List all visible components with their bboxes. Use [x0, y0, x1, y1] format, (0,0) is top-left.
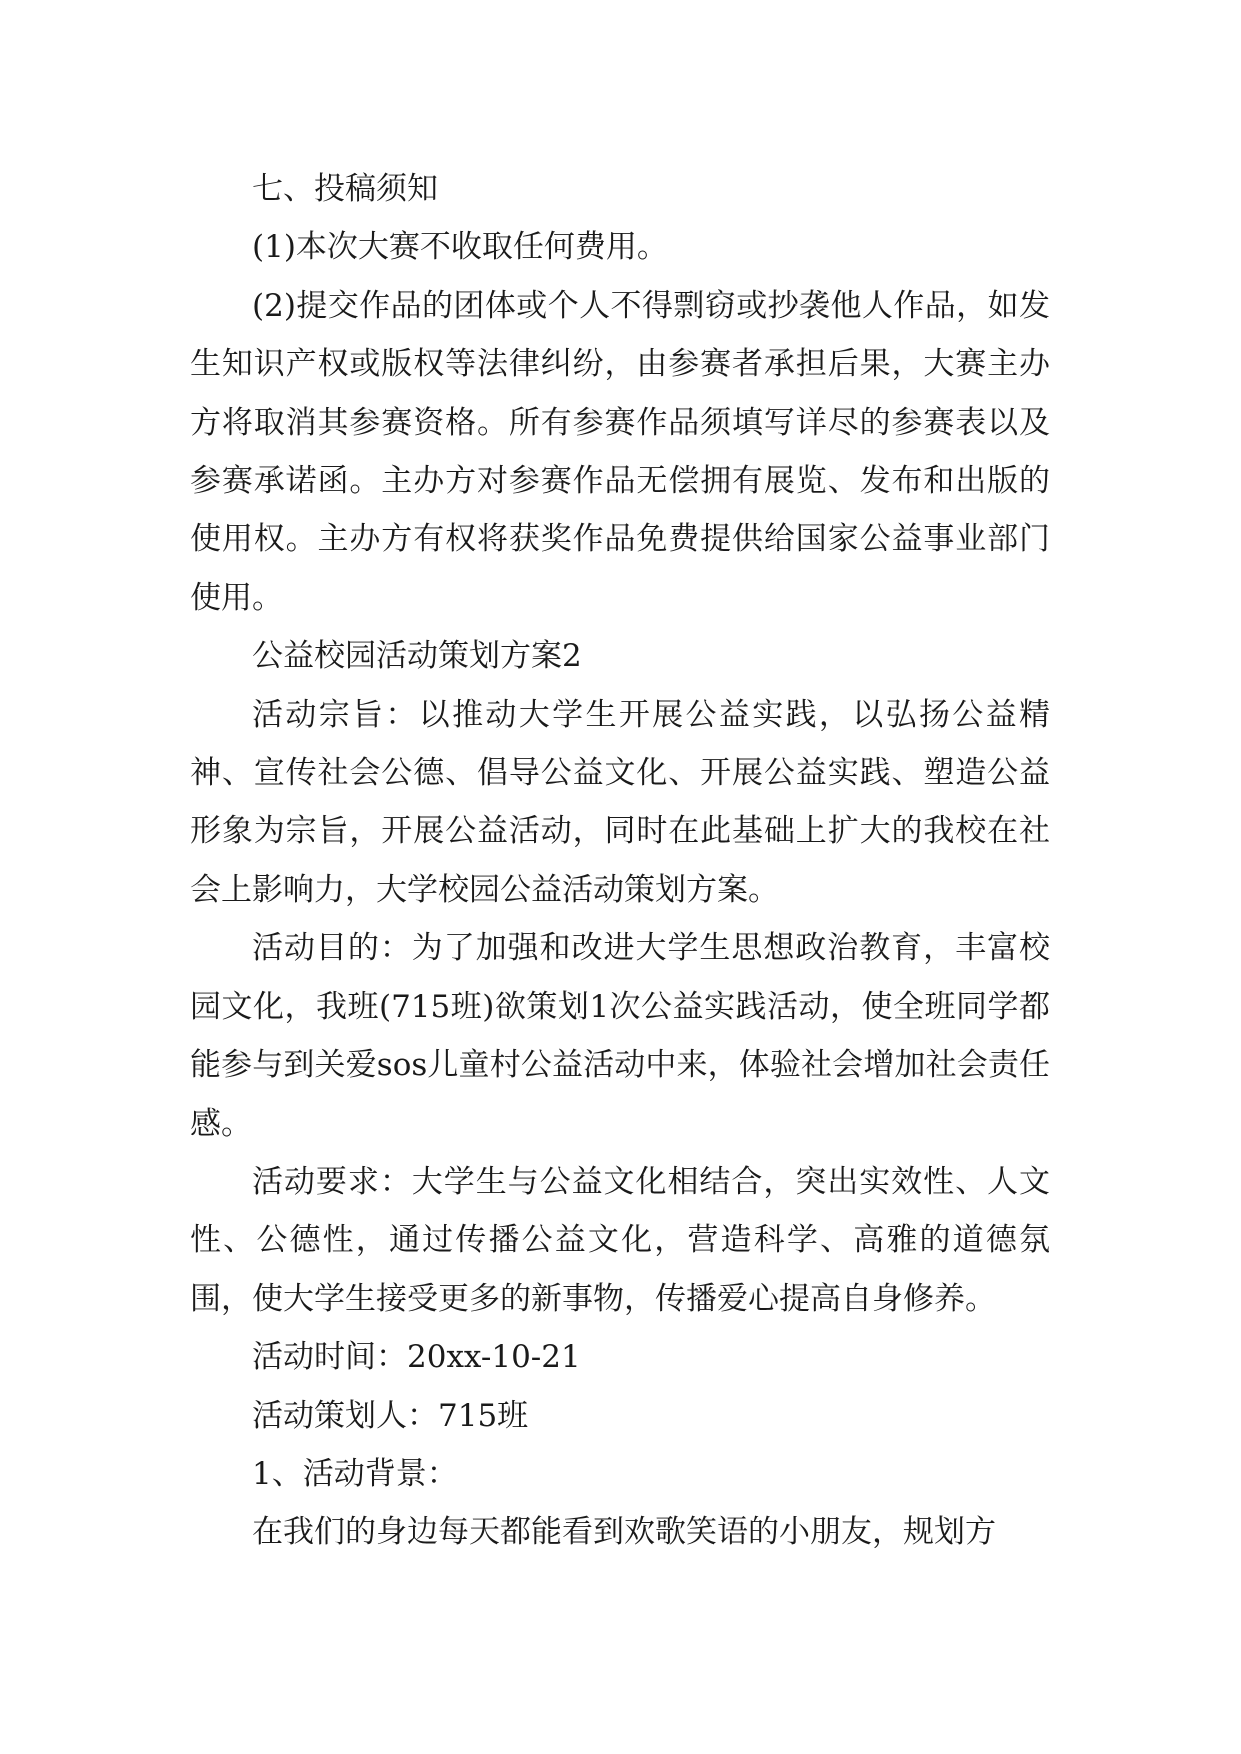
section-heading-submission-notes: 七、投稿须知 [252, 171, 438, 207]
document-body [190, 160, 1050, 1562]
paragraph-copyright: (2)提交作品的团体或个人不得剽窃或抄袭他人作品，如发生知识产权或版权等法律纠纷，由参赛者承担后果，大赛主办方将取消其参赛资格。所有参赛作品须填写详尽的参赛表以及参赛承诺函。主办方对参赛作品无偿拥有展览、发布和出版的使用权。主办方有权将获奖作品免费提供给国家公益事业部门使用。 [190, 287, 1050, 616]
paragraph-activity-purpose: 活动宗旨：以推动大学生开展公益实践，以弘扬公益精神、宣传社会公德、倡导公益文化、开展公益实践、塑造公益形象为宗旨，开展公益活动，同时在此基础上扩大的我校在社会上影响力，大学校园公益活动策划方案。 [190, 696, 1050, 908]
section-heading-background: 1、活动背景： [252, 1455, 458, 1492]
paragraph-background-text: 在我们的身边每天都能看到欢歌笑语的小朋友，规划方 [252, 1514, 996, 1551]
paragraph-activity-requirements: 活动要求：大学生与公益文化相结合，突出实效性、人文性、公德性，通过传播公益文化，营造科学、高雅的道德氛围，使大学生接受更多的新事物，传播爱心提高自身修养。 [190, 1163, 1050, 1317]
paragraph-activity-time: 活动时间：20xx-10-21 [252, 1339, 581, 1376]
plan-title: 公益校园活动策划方案2 [252, 638, 582, 675]
paragraph-activity-planner: 活动策划人：715班 [252, 1397, 529, 1434]
paragraph-activity-goal: 活动目的：为了加强和改进大学生思想政治教育，丰富校园文化，我班(715班)欲策划1次公益实践活动，使全班同学都能参与到关爱sos儿童村公益活动中来，体验社会增加社会责任感。 [190, 930, 1050, 1142]
paragraph-no-fee: (1)本次大赛不收取任何费用。 [252, 229, 668, 266]
